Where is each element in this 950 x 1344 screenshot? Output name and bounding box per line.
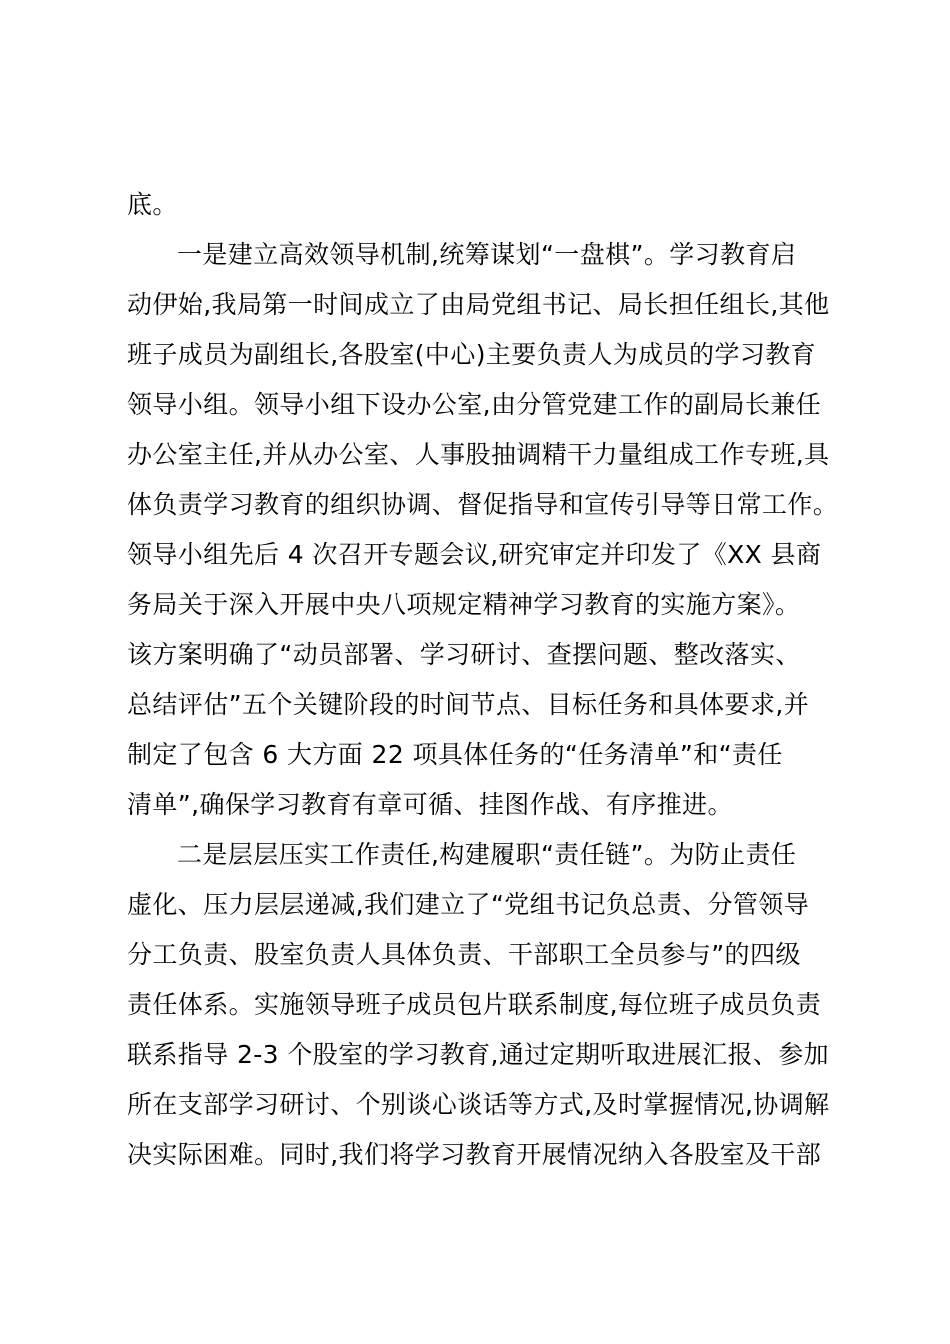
- paragraph-2-first-line: 二是层层压实工作责任,构建履职“责任链”。为防止责任: [177, 840, 797, 869]
- text-line: 清单”,确保学习教育有章可循、挂图作战、有序推进。: [127, 790, 733, 819]
- text-line: 班子成员为副组长,各股室(中心)主要负责人为成员的学习教育: [127, 340, 817, 369]
- text-line: 该方案明确了“动员部署、学习研讨、查摆问题、整改落实、: [127, 640, 801, 669]
- text-line: 领导小组先后 4 次召开专题会议,研究审定并印发了《XX 县商: [127, 540, 822, 569]
- text-line: 务局关于深入开展中央八项规定精神学习教育的实施方案》。: [127, 590, 801, 619]
- text-line: 动伊始,我局第一时间成立了由局党组书记、局长担任组长,其他: [127, 290, 830, 319]
- text-line: 办公室主任,并从办公室、人事股抽调精干力量组成工作专班,具: [127, 440, 830, 469]
- text-line: 决实际困难。同时,我们将学习教育开展情况纳入各股室及干部: [127, 1140, 822, 1169]
- text-line: 底。: [127, 190, 178, 219]
- text-line: 体负责学习教育的组织协调、督促指导和宣传引导等日常工作。: [127, 490, 839, 519]
- text-line: 虚化、压力层层递减,我们建立了“党组书记负总责、分管领导: [127, 890, 810, 919]
- text-line: 联系指导 2-3 个股室的学习教育,通过定期听取进展汇报、参加: [127, 1040, 830, 1069]
- text-line: 所在支部学习研讨、个别谈心谈话等方式,及时掌握情况,协调解: [127, 1090, 830, 1119]
- text-line: 总结评估”五个关键阶段的时间节点、目标任务和具体要求,并: [127, 690, 810, 719]
- text-line: 领导小组。领导小组下设办公室,由分管党建工作的副局长兼任: [127, 390, 822, 419]
- text-line: 制定了包含 6 大方面 22 项具体任务的“任务清单”和“责任: [127, 740, 783, 769]
- paragraph-1-first-line: 一是建立高效领导机制,统筹谋划“一盘棋”。学习教育启: [177, 240, 797, 269]
- text-line: 责任体系。实施领导班子成员包片联系制度,每位班子成员负责: [127, 990, 822, 1019]
- text-line: 分工负责、股室负责人具体负责、干部职工全员参与”的四级: [127, 940, 801, 969]
